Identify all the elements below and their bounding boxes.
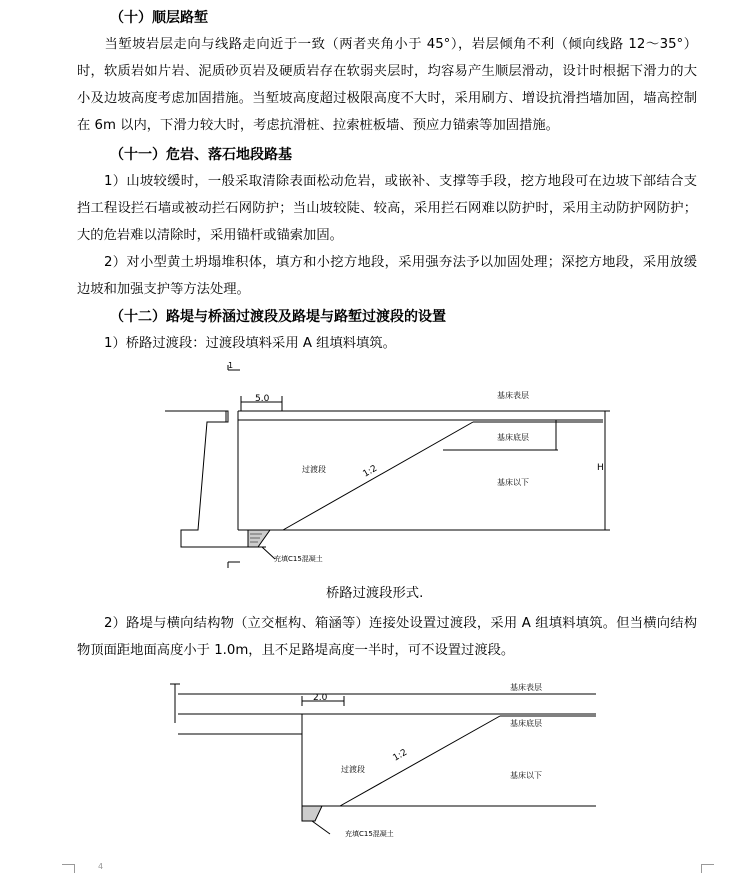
slope-line bbox=[283, 422, 473, 530]
label-slope: 1:2 bbox=[391, 747, 410, 764]
paragraph-text: 1）山坡较缓时，一般采取清除表面松动危岩，或嵌补、支撑等手段，挖方地段可在边坡下部结合支挡工程设拦石墙或被动拦石网防护；当山坡较陡、较高，采用拦石网难以防护时，采用主动防护网防护；大的危岩难以清除时，采用锚杆或锚索加固。 bbox=[77, 174, 697, 243]
concrete-fill bbox=[302, 806, 322, 821]
label-concrete: 充填C15混凝土 bbox=[274, 555, 323, 563]
label-surface-layer: 基床表层 bbox=[497, 391, 529, 400]
paragraph-section-11-2 bbox=[77, 249, 697, 303]
label-surface-layer: 基床表层 bbox=[510, 683, 542, 692]
heading-section-12: （十二）路堤与桥涵过渡段及路堤与路堑过渡段的设置 bbox=[110, 309, 446, 325]
label-slope: 1:2 bbox=[361, 463, 380, 480]
paragraph-text: 当堑坡岩层走向与线路走向近于一致（两者夹角小于 45°），岩层倾角不利（倾向线路 12～35°）时，软质岩如片岩、泥质砂页岩及硬质岩存在软弱夹层时，均容易产生顺层滑动，设计时根据下滑力的大小及边坡高度考虑加固措施。当堑坡高度超过极限高度不大时，采用刷方、增设抗滑挡墙加固，墙高控制在 6m 以内，下滑力较大时，考虑抗滑桩、拉索桩板墙、预应力锚索等加固措施。 bbox=[77, 37, 697, 133]
figure-bridge-transition bbox=[0, 362, 731, 582]
concrete-fill bbox=[248, 530, 270, 547]
page-corner-mark-right bbox=[701, 864, 714, 873]
label-below-layer: 基床以下 bbox=[510, 771, 542, 780]
page-mark: 4 bbox=[98, 862, 104, 871]
figure-caption-1: 桥路过渡段形式. bbox=[326, 586, 424, 601]
concrete-leader bbox=[312, 821, 330, 834]
label-concrete: 充填C15混凝土 bbox=[345, 830, 394, 838]
page-corner-mark-left bbox=[62, 864, 75, 873]
section-mark-1: 1 bbox=[228, 362, 234, 370]
label-bottom-layer: 基床底层 bbox=[497, 433, 529, 442]
paragraph-section-10 bbox=[77, 31, 697, 139]
figure-structure-transition bbox=[0, 676, 731, 856]
slope-line bbox=[340, 716, 500, 806]
label-transition: 过渡段 bbox=[302, 465, 326, 474]
structure-outline bbox=[302, 714, 596, 806]
paragraph-section-12-2 bbox=[77, 610, 697, 664]
heading-section-11: （十一）危岩、落石地段路基 bbox=[110, 147, 292, 163]
label-transition: 过渡段 bbox=[341, 765, 365, 774]
paragraph-text: 2）对小型黄土坍塌堆积体，填方和小挖方地段，采用强夯法予以加固处理；深挖方地段，采用放缓边坡和加强支护等方法处理。 bbox=[77, 255, 697, 297]
label-below-layer: 基床以下 bbox=[497, 478, 529, 487]
height-mark: H bbox=[597, 463, 604, 473]
label-bottom-layer: 基床底层 bbox=[510, 719, 542, 728]
section-mark-bottom bbox=[228, 562, 240, 568]
paragraph-text: 2）路堤与横向结构物（立交框构、箱涵等）连接处设置过渡段，采用 A 组填料填筑。但当横向结构物顶面距地面高度小于 1.0m，且不足路堤高度一半时，可不设置过渡段。 bbox=[77, 616, 697, 658]
item-bridge-transition: 1）桥路过渡段：过渡段填料采用 A 组填料填筑。 bbox=[104, 336, 396, 351]
left-dimension bbox=[170, 684, 180, 723]
heading-section-10: （十）顺层路堑 bbox=[110, 10, 208, 26]
dimension-label: 2.0 bbox=[313, 693, 328, 703]
dimension-label: 5.0 bbox=[255, 394, 270, 404]
paragraph-section-11-1 bbox=[77, 168, 697, 249]
abutment-outline bbox=[165, 411, 266, 547]
